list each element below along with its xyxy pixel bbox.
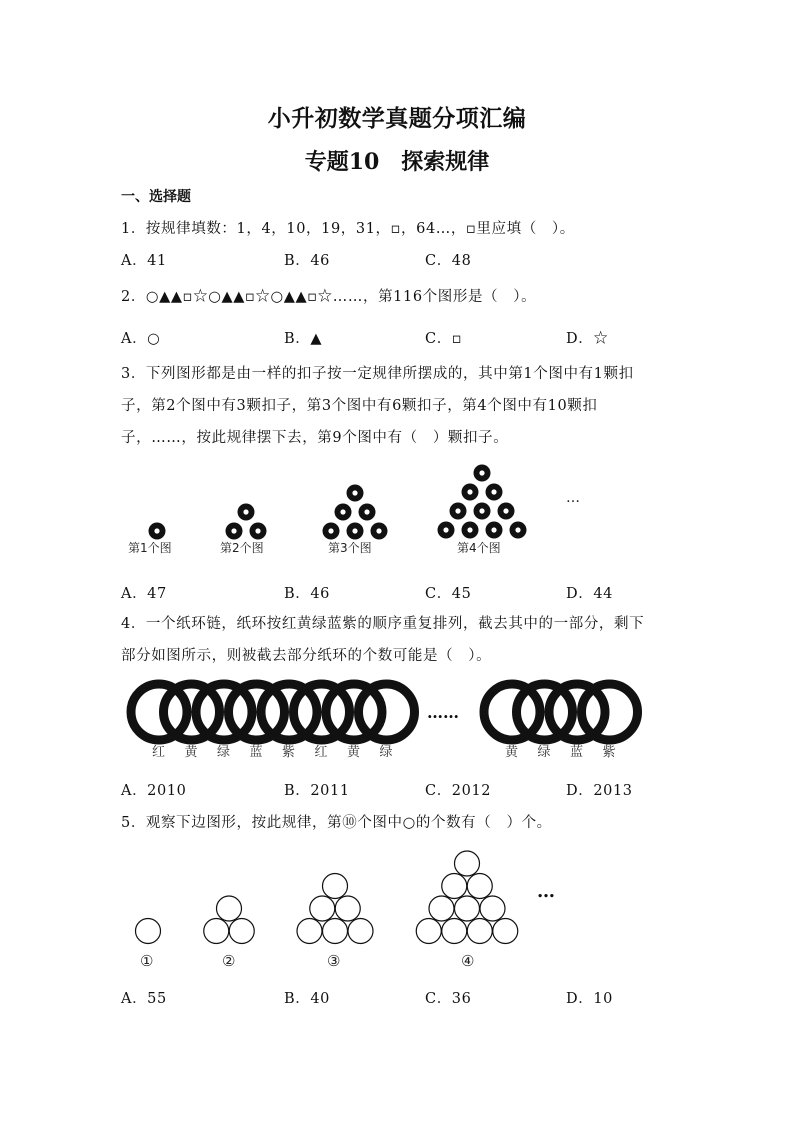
ring-color-labels <box>152 744 616 760</box>
hollow-circle <box>442 874 467 899</box>
hollow-circle <box>493 919 518 944</box>
hollow-circle <box>323 919 348 944</box>
q3-fig-label-2: 第2个图 <box>220 541 264 555</box>
q3-option-b: B．46 <box>284 586 331 602</box>
ring-color-label: 黄 <box>184 745 198 760</box>
button-hole <box>352 490 357 495</box>
q2-option-c: C．▫ <box>425 331 463 347</box>
q3-option-a: A．47 <box>121 586 167 602</box>
button-hole <box>154 528 159 533</box>
q5-fig-label-1: ① <box>140 952 154 970</box>
ring-color-label: 蓝 <box>249 745 263 760</box>
hollow-circle <box>348 919 373 944</box>
button-hole <box>455 508 460 513</box>
question-1-text: 1．按规律填数：1，4，10，19，31，▫，64…，▫里应填（ ）。 <box>121 221 575 237</box>
q4-option-b: B．2011 <box>284 783 350 799</box>
button-hole <box>443 527 448 532</box>
q2-option-a: A．○ <box>121 331 161 347</box>
button-hole <box>340 509 345 514</box>
button-hole <box>491 527 496 532</box>
button-hole <box>352 528 357 533</box>
ring-chain-dots: …… <box>427 703 459 722</box>
question-4-line-2: 部分如图所示，则被截去部分纸环的个数可能是（ ）。 <box>121 648 492 664</box>
hollow-circle <box>467 919 492 944</box>
q3-option-d: D．44 <box>566 586 613 602</box>
hollow-circle <box>416 919 441 944</box>
q3-ellipsis: … <box>566 490 580 506</box>
ring-color-label: 蓝 <box>570 745 584 760</box>
button-hole <box>243 509 248 514</box>
question-2-text: 2．○▲▲▫☆○▲▲▫☆○▲▲▫☆……，第116个图形是（ ）。 <box>121 289 537 305</box>
hollow-circle <box>429 896 454 921</box>
ring-color-label: 紫 <box>602 745 616 760</box>
q3-fig-label-3: 第3个图 <box>328 541 372 555</box>
hollow-circle <box>229 919 254 944</box>
q1-option-b: B．46 <box>284 253 331 269</box>
q3-fig-label-4: 第4个图 <box>457 541 501 555</box>
button-hole <box>231 528 236 533</box>
button-hole <box>479 470 484 475</box>
ring-color-label: 红 <box>152 745 166 760</box>
ring-color-label: 黄 <box>347 745 361 760</box>
q5-option-a: A．55 <box>121 991 167 1007</box>
hollow-circle <box>204 919 229 944</box>
q4-option-d: D．2013 <box>566 783 633 799</box>
q4-option-a: A．2010 <box>121 783 187 799</box>
ring-color-label: 绿 <box>537 745 551 760</box>
q2-option-d: D．☆ <box>566 331 609 347</box>
button-hole <box>364 509 369 514</box>
circle-triangles-figure <box>136 851 518 944</box>
hollow-circle <box>467 874 492 899</box>
ring-color-label: 绿 <box>217 745 231 760</box>
q5-option-d: D．10 <box>566 991 613 1007</box>
ring-color-label: 黄 <box>505 745 519 760</box>
question-4-line-1: 4．一个纸环链，纸环按红黄绿蓝紫的顺序重复排列，截去其中的一部分，剩下 <box>121 616 645 632</box>
button-hole <box>503 508 508 513</box>
button-hole <box>467 527 472 532</box>
ring-color-label: 红 <box>314 745 328 760</box>
q4-option-c: C．2012 <box>425 783 492 799</box>
hollow-circle <box>455 896 480 921</box>
q5-option-b: B．40 <box>284 991 331 1007</box>
hollow-circle <box>480 896 505 921</box>
q5-fig-label-3: ③ <box>327 952 341 970</box>
button-triangles-figure <box>149 465 527 540</box>
button-hole <box>467 489 472 494</box>
ring-color-label: 绿 <box>379 745 393 760</box>
hollow-circle <box>136 919 161 944</box>
q3-fig-label-1: 第1个图 <box>128 541 172 555</box>
question-3-line-2: 子，第2个图中有3颗扣子，第3个图中有6颗扣子，第4个图中有10颗扣 <box>121 398 598 414</box>
hollow-circle <box>297 919 322 944</box>
button-hole <box>255 528 260 533</box>
q5-fig-label-2: ② <box>222 952 236 970</box>
q5-fig-label-4: ④ <box>461 952 475 970</box>
hollow-circle <box>217 896 242 921</box>
hollow-circle <box>335 896 360 921</box>
q2-option-b: B．▲ <box>284 331 323 347</box>
document-title: 小升初数学真题分项汇编 <box>267 105 527 132</box>
ring-color-label: 紫 <box>282 745 296 760</box>
button-hole <box>376 528 381 533</box>
q3-option-c: C．45 <box>425 586 472 602</box>
button-hole <box>328 528 333 533</box>
document-subtitle: 专题10 探索规律 <box>304 149 490 175</box>
q1-option-c: C．48 <box>425 253 472 269</box>
hollow-circle <box>323 874 348 899</box>
button-hole <box>515 527 520 532</box>
hollow-circle <box>442 919 467 944</box>
question-5-text: 5．观察下边图形，按此规律，第⑩个图中○的个数有（ ）个。 <box>121 815 552 831</box>
q1-option-a: A．41 <box>121 253 167 269</box>
q5-option-c: C．36 <box>425 991 472 1007</box>
hollow-circle <box>310 896 335 921</box>
question-3-line-1: 3．下列图形都是由一样的扣子按一定规律所摆成的，其中第1个图中有1颗扣 <box>121 366 634 382</box>
question-3-line-3: 子，……，按此规律摆下去，第9个图中有（ ）颗扣子。 <box>121 430 509 446</box>
section-heading: 一、选择题 <box>121 189 191 205</box>
button-hole <box>491 489 496 494</box>
paper-ring-chain <box>131 684 638 740</box>
hollow-circle <box>455 851 480 876</box>
button-hole <box>479 508 484 513</box>
q5-ellipsis: … <box>537 881 555 902</box>
